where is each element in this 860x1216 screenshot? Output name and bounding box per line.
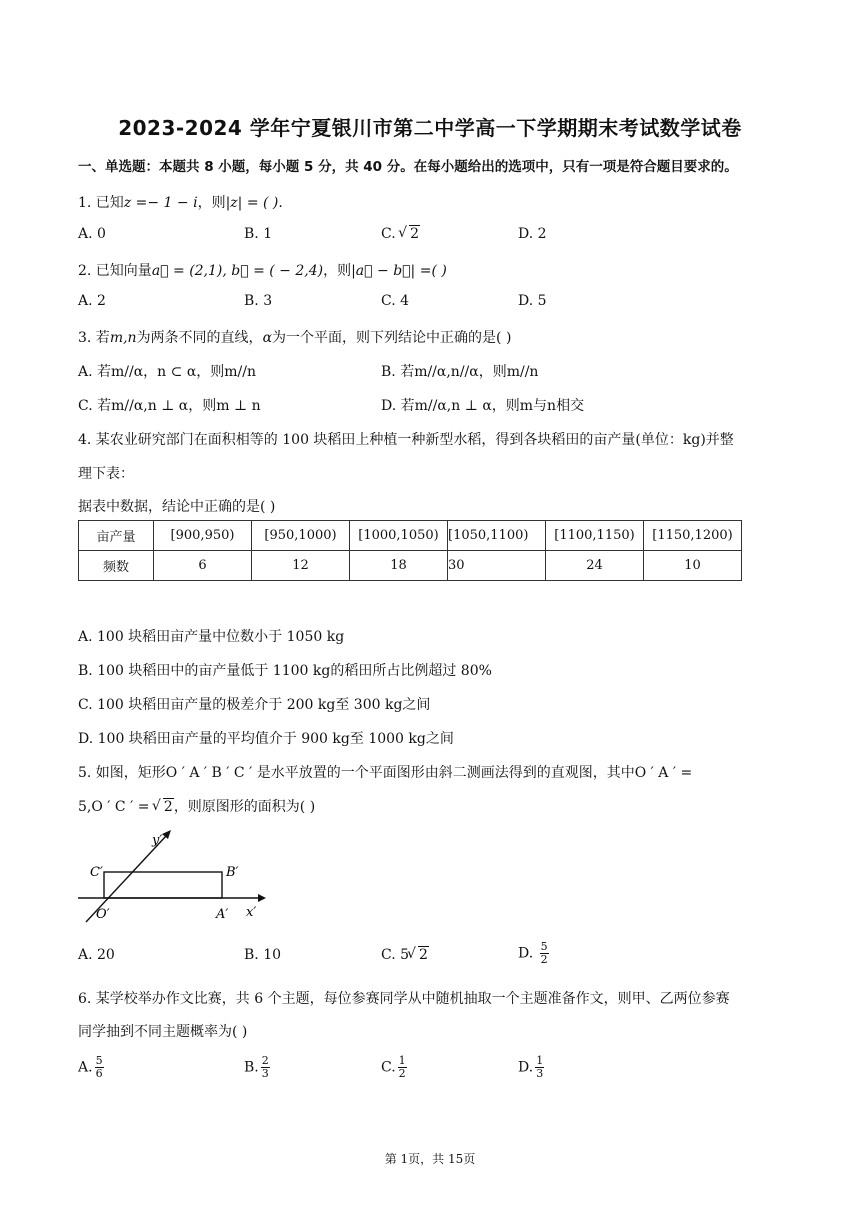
table-header-cell: [950,1000) — [252, 521, 350, 551]
x-axis-arrow — [258, 894, 266, 902]
question-2-stem: 2. 已知向量a⃗ = (2,1), b⃗ = ( − 2,4)，则|a⃗ − b⃗| =( ) — [78, 263, 447, 279]
table-row-label: 频数 — [79, 551, 154, 581]
page-title: 2023-2024 学年宁夏银川市第二中学高一下学期期末考试数学试卷 — [118, 116, 742, 140]
table-header-cell: [1050,1100) — [448, 521, 546, 551]
question-6-option-b: B. $\frac{2}{3}$ — [244, 1054, 269, 1080]
question-6-stem-line1: 6. 某学校举办作文比赛，共 6 个主题，每位参赛同学从中随机抽取一个主题准备作文，则甲、乙两位参赛 — [78, 991, 730, 1007]
question-5-stem-line2: 5,O ′ C ′ = √ 2，则原图形的面积为( ) — [78, 796, 315, 816]
question-4-stem-line2: 理下表： — [78, 466, 134, 482]
table-header-cell: [900,950) — [154, 521, 252, 551]
label-a: A′ — [216, 907, 229, 922]
question-6-option-a: A. $\frac{5}{6}$ — [78, 1054, 103, 1080]
table-row — [79, 551, 742, 581]
rectangle-oabc — [104, 872, 222, 898]
question-6-stem-line2: 同学抽到不同主题概率为( ) — [78, 1024, 248, 1040]
table-cell: 6 — [154, 551, 252, 581]
question-6-option-d: D. $\frac{1}{3}$ — [518, 1054, 544, 1080]
question-3-stem: 3. 若m,n为两条不同的直线，α为一个平面，则下列结论中正确的是( ) — [78, 330, 512, 346]
question-1-option-c: C. √ 2 — [381, 226, 420, 242]
oblique-view-figure — [76, 826, 266, 924]
question-5-option-a: A. 20 — [78, 947, 115, 963]
question-1-option-a: A. 0 — [78, 226, 106, 242]
question-3-option-b: B. 若m//α,n//α，则m//n — [381, 364, 539, 380]
question-3-option-a: A. 若m//α，n ⊂ α，则m//n — [78, 364, 257, 380]
table-header-cell: [1000,1050) — [350, 521, 448, 551]
question-4-stem-line3: 据表中数据，结论中正确的是( ) — [78, 499, 276, 515]
question-3-option-d: D. 若m//α,n ⊥ α，则m与n相交 — [381, 398, 585, 414]
table-header-cell: 亩产量 — [79, 521, 154, 551]
table-header-row — [79, 521, 742, 551]
table-cell: 12 — [252, 551, 350, 581]
question-5-option-b: B. 10 — [244, 947, 282, 963]
question-4-option-d: D. 100 块稻田亩产量的平均值介于 900 kg至 1000 kg之间 — [78, 731, 454, 747]
label-b: B′ — [226, 865, 239, 880]
question-5-stem-line1: 5. 如图，矩形O ′ A ′ B ′ C ′ 是水平放置的一个平面图形由斜二测画法得到的直观图，其中O ′ A ′ = — [78, 765, 693, 781]
table-header-cell: [1150,1200) — [644, 521, 742, 551]
question-1-option-d: D. 2 — [518, 226, 547, 242]
question-2-option-b: B. 3 — [244, 293, 273, 309]
y-axis-arrow — [162, 830, 171, 839]
question-1-option-b: B. 1 — [244, 226, 273, 242]
label-c: C′ — [90, 865, 103, 880]
question-5-option-c: C. 5√ 2 — [381, 947, 429, 963]
table-cell: 18 — [350, 551, 448, 581]
question-2-option-d: D. 5 — [518, 293, 547, 309]
table-cell: 10 — [644, 551, 742, 581]
table-cell: 30 — [448, 551, 546, 581]
yield-table — [78, 520, 742, 581]
question-4-option-b: B. 100 块稻田中的亩产量低于 1100 kg的稻田所占比例超过 80% — [78, 663, 492, 679]
label-y: y′ — [152, 833, 163, 848]
page-footer: 第 1页，共 15页 — [384, 1152, 476, 1166]
question-2-option-a: A. 2 — [78, 293, 106, 309]
question-5-option-d: D. $\frac{5}{2}$ — [518, 940, 548, 966]
section-heading: 一、单选题：本题共 8 小题，每小题 5 分，共 40 分。在每小题给出的选项中，只有一项是符合题目要求的。 — [78, 159, 738, 175]
question-4-stem-line1: 4. 某农业研究部门在面积相等的 100 块稻田上种植一种新型水稻，得到各块稻田的亩产量(单位：kg)并整 — [78, 432, 734, 448]
question-2-option-c: C. 4 — [381, 293, 410, 309]
question-6-option-c: C. $\frac{1}{2}$ — [381, 1054, 406, 1080]
label-x: x′ — [246, 905, 257, 920]
question-3-option-c: C. 若m//α,n ⊥ α，则m ⊥ n — [78, 398, 261, 414]
table-cell: 24 — [546, 551, 644, 581]
question-4-option-a: A. 100 块稻田亩产量中位数小于 1050 kg — [78, 629, 345, 645]
question-1-stem: 1. 已知z =− 1 − i，则|z| = ( ). — [78, 195, 283, 211]
label-o: O′ — [96, 907, 110, 922]
table-header-cell: [1100,1150) — [546, 521, 644, 551]
question-4-option-c: C. 100 块稻田亩产量的极差介于 200 kg至 300 kg之间 — [78, 697, 431, 713]
